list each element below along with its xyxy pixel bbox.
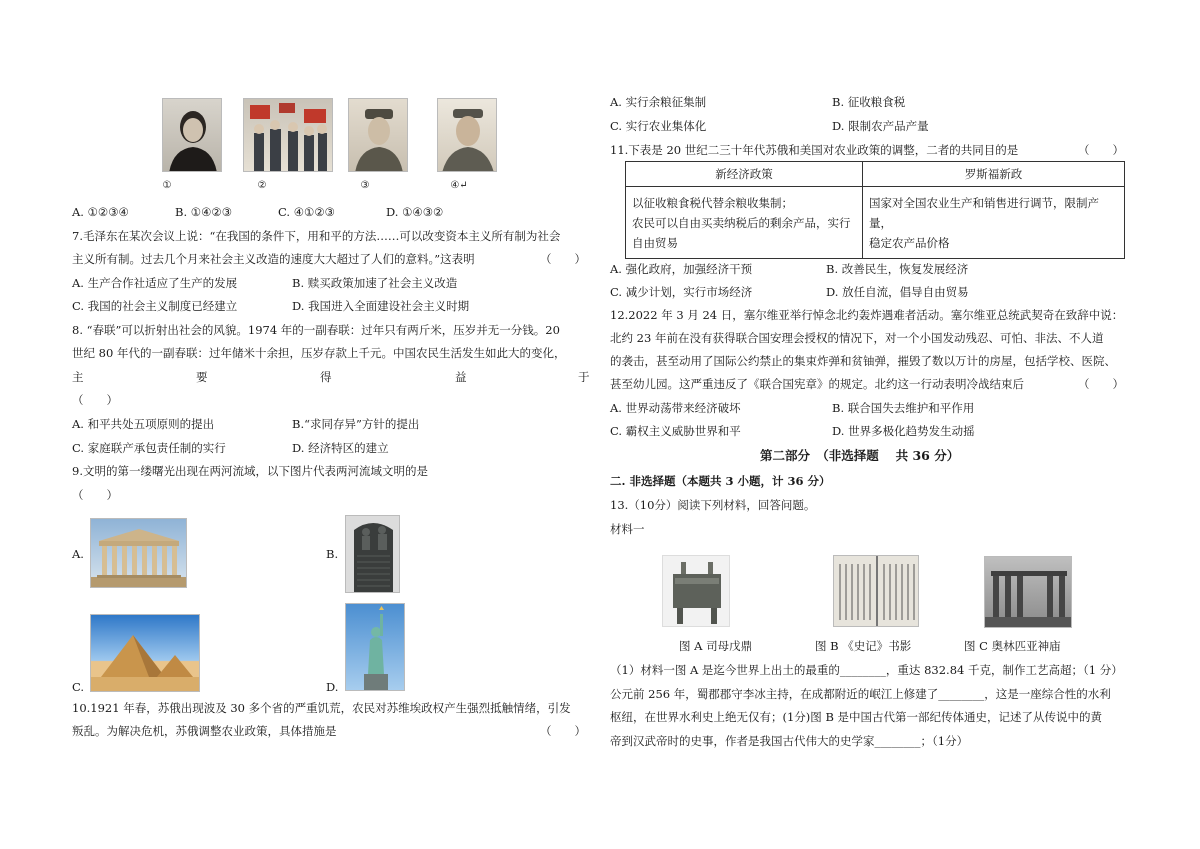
material-one-label: 材料一	[610, 522, 645, 536]
q6-option-b[interactable]: B. ①④②③	[175, 205, 233, 219]
q8-spread-char-3: 得	[320, 370, 332, 384]
photo-label-4: ④↵	[450, 180, 468, 191]
q13-sub1-line-1: （1）材料一图 A 是迄今世界上出土的最重的________，重达 832.84 千克，制作工艺高超；（1 分）	[610, 663, 1123, 677]
q10-option-c[interactable]: C. 实行农业集体化	[610, 119, 707, 133]
table-cell-nep-line: 以征收粮食税代替余粮收集制；	[632, 195, 793, 210]
q8-spread-char-4: 益	[455, 370, 467, 384]
section2-heading: 二. 非选择题（本题共 3 小题，计 36 分）	[610, 474, 831, 488]
photo-label-2: ②	[257, 180, 267, 191]
q9-answer-paren: （ ）	[72, 488, 118, 502]
group-flag-photo	[243, 98, 333, 172]
q13-sub1-line-3: 枢纽，在世界水利史上绝无仅有；(1分)图 B 是中国古代第一部纪传体通史，记述了从传说中的黄	[610, 710, 1103, 724]
q9-label-d: D.	[326, 680, 339, 694]
q12-line-3: 的袭击，甚至动用了国际公约禁止的集束炸弹和贫铀弹，摧毁了数以万计的房屋，包括学校、医院、	[610, 354, 1116, 368]
q6-option-a[interactable]: A. ①②③④	[72, 205, 129, 219]
q12-option-a[interactable]: A. 世界动荡带来经济破坏	[610, 401, 741, 415]
q11-option-a[interactable]: A. 强化政府，加强经济干预	[610, 262, 753, 276]
portrait-photo-4	[437, 98, 497, 172]
q8-option-b[interactable]: B.“求同存异”方针的提出	[292, 417, 420, 431]
q10-line-2: 叛乱。为解决危机，苏俄调整农业政策，具体措施是	[72, 724, 337, 738]
shiji-book-photo	[833, 555, 919, 627]
q8-line-2: 世纪 80 年代的一副春联：过年储米十余担，压岁存款上千元。中国农民生活发生如此大的变化，	[72, 346, 566, 360]
table-cell-nep-line: 自由贸易	[632, 235, 678, 250]
q13-line: 13.（10分）阅读下列材料，回答问题。	[610, 498, 816, 512]
q6-option-d[interactable]: D. ①④③②	[386, 205, 444, 219]
q8-spread-char-5: 于	[578, 370, 590, 384]
q7-option-a[interactable]: A. 生产合作社适应了生产的发展	[72, 276, 238, 290]
caption-fig-b: 图 B 《史记》书影	[815, 639, 912, 653]
q9-label-c: C.	[72, 680, 85, 694]
q7-line-2: 主义所有制。过去几个月来社会主义改造的速度大大超过了人们的意料。”这表明	[72, 252, 475, 266]
portrait-photo-3	[348, 98, 408, 172]
q8-answer-paren: （ ）	[72, 393, 118, 407]
q10-line-1: 10.1921 年春，苏俄出现波及 30 多个省的严重饥荒，农民对苏维埃政权产生强烈抵触情绪，引发	[72, 701, 571, 715]
policy-comparison-table	[625, 161, 1125, 259]
parthenon-photo[interactable]	[90, 518, 187, 588]
hammurabi-stele-photo[interactable]	[345, 515, 400, 593]
q11-answer-paren: （ ）	[1078, 143, 1124, 157]
q12-option-d[interactable]: D. 世界多极化趋势发生动摇	[832, 424, 975, 438]
q12-option-c[interactable]: C. 霸权主义威胁世界和平	[610, 424, 741, 438]
pyramids-photo[interactable]	[90, 614, 200, 692]
q11-option-c[interactable]: C. 减少计划，实行市场经济	[610, 285, 753, 299]
q8-option-d[interactable]: D. 经济特区的建立	[292, 441, 389, 455]
q10-option-a[interactable]: A. 实行余粮征集制	[610, 95, 707, 109]
q8-spread-char-2: 要	[196, 370, 208, 384]
q9-label-b: B.	[326, 547, 339, 561]
q8-line-1: 8. “春联”可以折射出社会的风貌。1974 年的一副春联：过年只有两斤米，压岁并无一分钱。20	[72, 323, 560, 337]
olympia-temple-photo	[984, 556, 1072, 628]
q7-option-d[interactable]: D. 我国进入全面建设社会主义时期	[292, 299, 470, 313]
q7-answer-paren: （ ）	[540, 252, 586, 266]
photo-label-3: ③	[360, 180, 370, 191]
q7-option-c[interactable]: C. 我国的社会主义制度已经建立	[72, 299, 238, 313]
q12-option-b[interactable]: B. 联合国失去维护和平作用	[832, 401, 975, 415]
q11-option-b[interactable]: B. 改善民生，恢复发展经济	[826, 262, 969, 276]
statue-of-liberty-photo[interactable]	[345, 603, 405, 691]
table-cell-new-deal-line: 稳定农产品价格	[869, 235, 950, 250]
q11-option-d[interactable]: D. 放任自流，倡导自由贸易	[826, 285, 969, 299]
q8-option-a[interactable]: A. 和平共处五项原则的提出	[72, 417, 215, 431]
table-cell-new-deal	[863, 187, 1125, 259]
q12-answer-paren: （ ）	[1078, 377, 1124, 391]
q11-line: 11.下表是 20 世纪二三十年代苏俄和美国对农业政策的调整，二者的共同目的是	[610, 143, 1019, 157]
portrait-photo-1	[162, 98, 222, 172]
simuwu-ding-photo	[662, 555, 730, 627]
caption-fig-a: 图 A 司母戊鼎	[679, 639, 753, 653]
caption-fig-c: 图 C 奥林匹亚神庙	[964, 639, 1061, 653]
table-header-nep: 新经济政策	[626, 162, 863, 187]
q13-sub1-line-4: 帝到汉武帝时的史事，作者是我国古代伟大的史学家________；（1分）	[610, 734, 969, 748]
q13-sub1-line-2: 公元前 256 年，蜀郡郡守李冰主持，在成都附近的岷江上修建了________，这是一座综合性的水利	[610, 687, 1111, 701]
q12-line-2: 北约 23 年前在没有获得联合国安理会授权的情况下，对一个小国发动残忍、可怕、非法、不人道	[610, 331, 1104, 345]
q9-line: 9.文明的第一缕曙光出现在两河流域，以下图片代表两河流域文明的是	[72, 464, 428, 478]
table-header-new-deal: 罗斯福新政	[863, 162, 1125, 187]
q6-option-c[interactable]: C. ④①②③	[278, 205, 335, 219]
q12-line-1: 12.2022 年 3 月 24 日，塞尔维亚举行悼念北约轰炸遇难者活动。塞尔维亚总统武契奇在致辞中说：	[610, 308, 1124, 322]
q12-line-4: 甚至幼儿园。这严重违反了《联合国宪章》的规定。北约这一行动表明冷战结束后	[610, 377, 1024, 391]
table-cell-nep-line: 农民可以自由买卖纳税后的剩余产品，实行	[632, 215, 851, 230]
q10-option-b[interactable]: B. 征收粮食税	[832, 95, 906, 109]
q9-label-a: A.	[72, 547, 84, 561]
table-cell-new-deal-line: 国家对全国农业生产和销售进行调节，限制产量，	[869, 195, 1099, 230]
q10-option-d[interactable]: D. 限制农产品产量	[832, 119, 929, 133]
q10-answer-paren: （ ）	[540, 724, 586, 738]
table-cell-nep	[626, 187, 863, 259]
photo-label-1: ①	[162, 180, 172, 191]
q8-option-c[interactable]: C. 家庭联产承包责任制的实行	[72, 441, 226, 455]
part2-title: 第二部分 （非选择题 共 36 分）	[760, 448, 960, 463]
q8-spread-char-1: 主	[72, 370, 84, 384]
q7-line-1: 7.毛泽东在某次会议上说：“在我国的条件下，用和平的方法……可以改变资本主义所有制为社会	[72, 229, 561, 243]
q7-option-b[interactable]: B. 赎买政策加速了社会主义改造	[292, 276, 458, 290]
